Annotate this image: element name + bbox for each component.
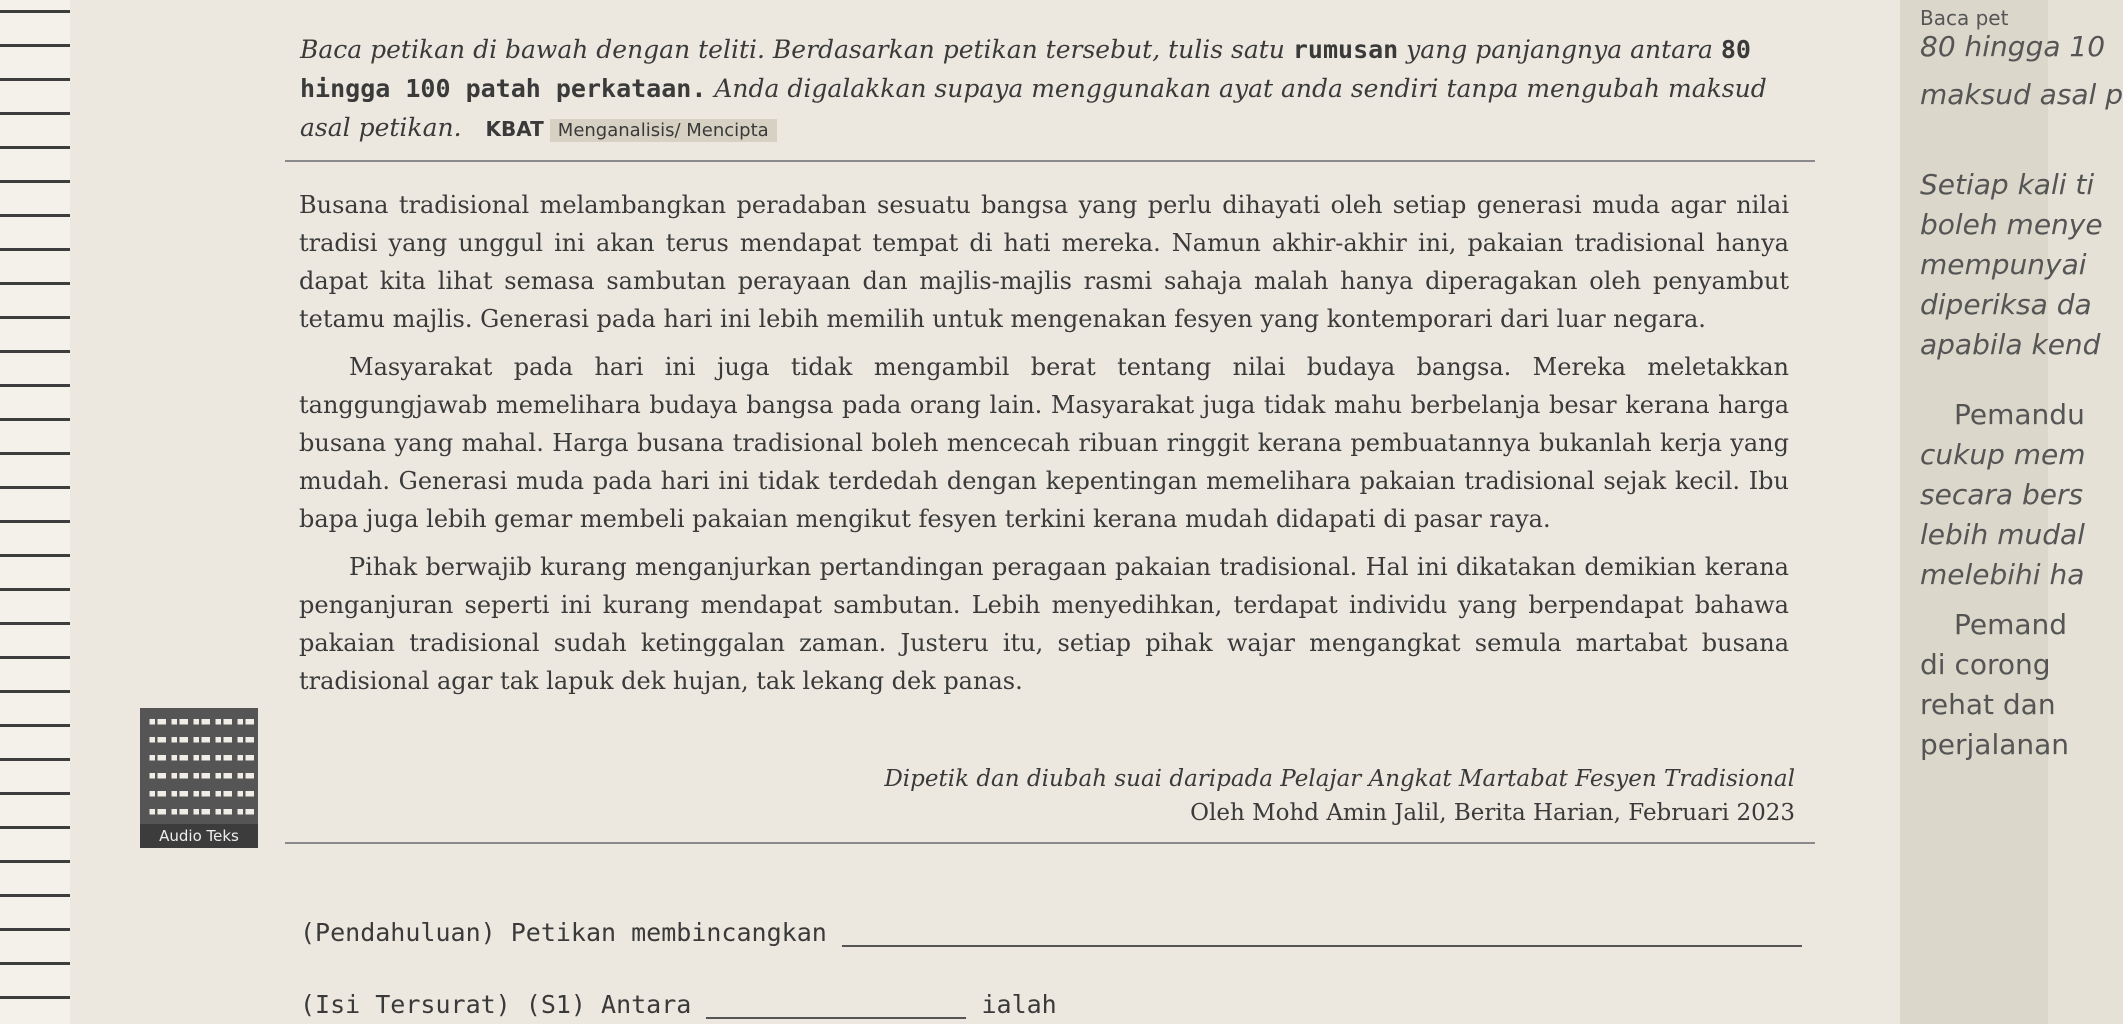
right-line: Setiap kali ti: [1920, 168, 2095, 201]
instruction-bold: rumusan: [1292, 35, 1399, 64]
notebook-spiral: [0, 0, 72, 1024]
right-line: melebihi ha: [1920, 558, 2085, 591]
passage-paragraph-3: Pihak berwajib kurang menganjurkan pertandingan peragaan pakaian tradisional. Hal ini dikatakan demikian kerana penganjuran seperti ini kurang mendapat sambutan. Lebih menyedihkan, terdapat individu yang berpendapat bahawa pakaian tradisional sudah ketinggalan zaman. Justeru itu, setiap pihak wajar mengangkat semula martabat busana tradisional agar tak lapuk dek hujan, tak lekang dek panas.: [299, 553, 1789, 695]
question-2-text: (Isi Tersurat) (S1) Antara: [300, 990, 692, 1019]
passage-source: [884, 762, 1795, 830]
source-line-1: Dipetik dan diubah suai daripada Pelajar Angkat Martabat Fesyen Tradisional: [884, 766, 1795, 792]
skill-tag: Menganalisis/ Mencipta: [550, 119, 777, 142]
right-line: cukup mem: [1920, 438, 2086, 471]
right-line: 80 hingga 10: [1920, 30, 2106, 63]
source-line-2: Oleh Mohd Amin Jalil, Berita Harian, Februari 2023: [1190, 800, 1795, 826]
passage-paragraph-1: Busana tradisional melambangkan peradaban sesuatu bangsa yang perlu dihayati oleh setiap generasi muda agar nilai tradisi yang unggul ini akan terus mendapat tempat di hati mereka. Namun akhir-akhir ini, pakaian tradisional hanya dapat kita lihat semasa sambutan perayaan dan majlis-majlis rasmi sahaja malah hanya diperagakan oleh penyambut tetamu majlis. Generasi pada hari ini lebih memilih untuk mengenakan fesyen yang kontemporari dari luar negara.: [299, 191, 1789, 333]
instruction-text: [300, 30, 1780, 150]
right-line: Pemandu: [1954, 398, 2085, 431]
right-line: mempunyai: [1920, 248, 2087, 281]
kbat-label: KBAT: [485, 117, 544, 141]
question-content: [300, 990, 1057, 1019]
instruction-word-count: 80 hingga 100 patah perkataan.: [300, 35, 1751, 103]
right-line: lebih mudal: [1920, 518, 2085, 551]
passage-box: [285, 160, 1815, 844]
right-page: [1900, 0, 2123, 1024]
instruction-part1: Baca petikan di bawah dengan teliti. Berdasarkan petikan tersebut, tulis satu: [300, 35, 1293, 64]
right-line: perjalanan: [1920, 728, 2070, 761]
question-2-suffix: ialah: [981, 990, 1057, 1019]
right-line: Baca pet: [1920, 6, 2009, 30]
audio-text-label[interactable]: Audio Teks: [140, 824, 258, 848]
instruction-part2: yang panjangnya antara: [1398, 35, 1721, 64]
instruction-part3: Anda digalakkan supaya menggunakan ayat anda sendiri tanpa mengubah maksud asal petikan.: [300, 74, 1767, 142]
right-line: diperiksa da: [1920, 288, 2092, 321]
passage: [299, 186, 1789, 710]
passage-paragraph-2: Masyarakat pada hari ini juga tidak mengambil berat tentang nilai budaya bangsa. Mereka meletakkan tanggungjawab memelihara budaya bangsa pada orang lain. Masyarakat juga tidak mahu berbelanja besar kerana harga busana yang mahal. Harga busana tradisional boleh mencecah ribuan ringgit kerana pembuatannya bukanlah kerja yang mudah. Generasi muda pada hari ini tidak terdedah dengan kepentingan memelihara pakaian tradisional sejak kecil. Ibu bapa juga lebih gemar membeli pakaian mengikut fesyen terkini kerana mudah didapati di pasar raya.: [299, 353, 1789, 533]
answer-blank-2[interactable]: [706, 1017, 966, 1019]
right-line: secara bers: [1920, 478, 2084, 511]
right-line: Pemand: [1954, 608, 2068, 641]
right-line: boleh menye: [1920, 208, 2103, 241]
right-line: maksud asal p: [1920, 78, 2123, 111]
question-1-text: (Pendahuluan) Petikan membincangkan: [300, 918, 827, 947]
right-line: di corong: [1920, 648, 2051, 681]
right-line: apabila kend: [1920, 328, 2101, 361]
qr-code-icon[interactable]: [140, 708, 258, 826]
answer-blank-1[interactable]: [842, 945, 1802, 947]
right-line: rehat dan: [1920, 688, 2056, 721]
question-introduction: [300, 918, 1802, 947]
